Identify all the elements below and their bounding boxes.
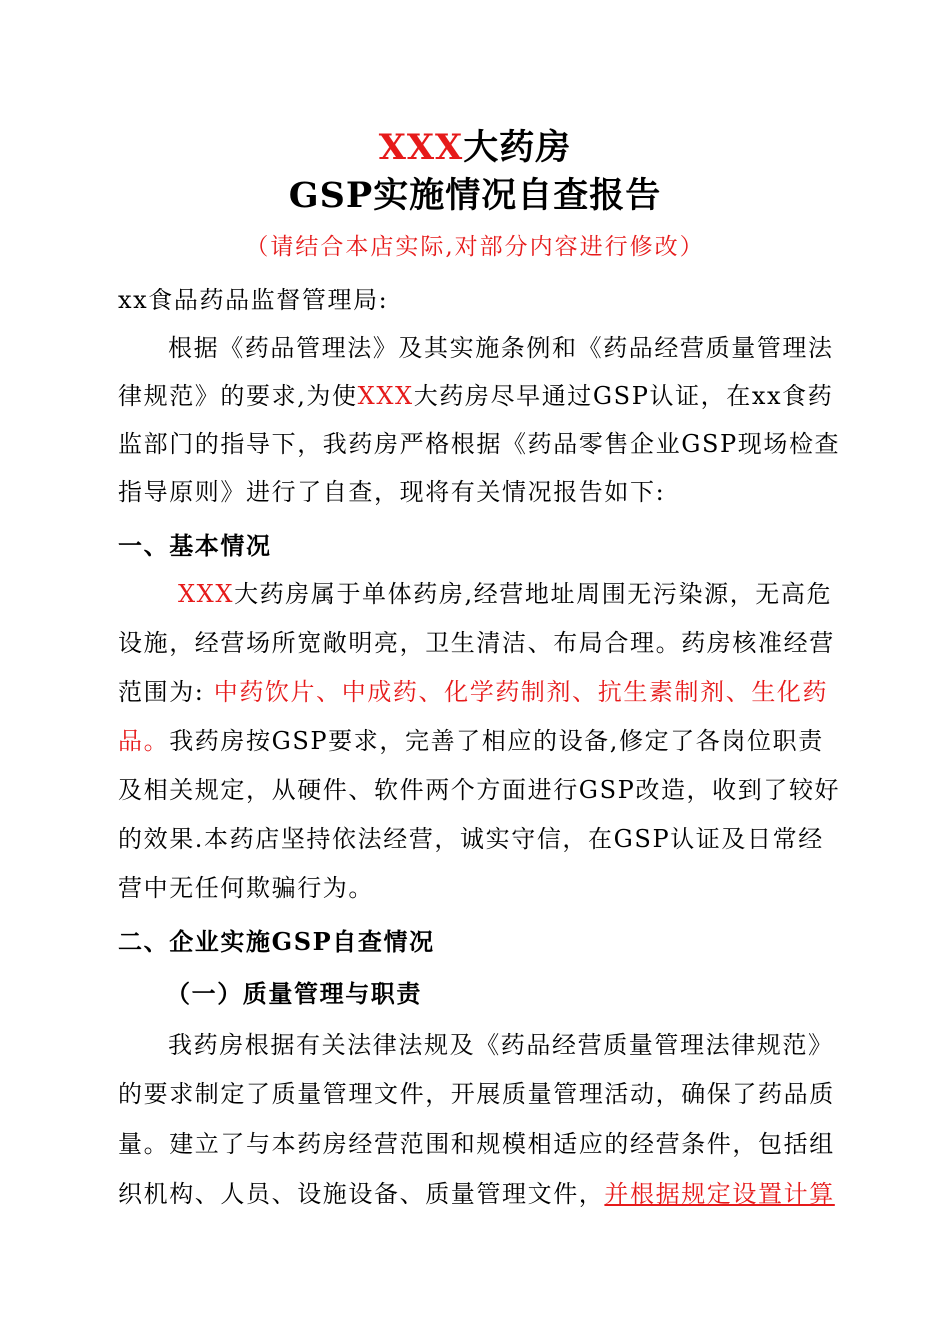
text-run: 大药房属于单体药房,经营地址周围无污染源，无高危 — [234, 580, 833, 608]
paragraph-line — [118, 717, 832, 765]
business-scope: 中药饮片、中成药、化学药制剂、抗生素制剂、生化药 — [213, 678, 829, 706]
paragraph-line: 量。建立了与本药房经营范围和规模相适应的经营条件，包括组 — [118, 1130, 835, 1158]
text-run: 范围为: — [118, 678, 205, 706]
addressee: xx食品药品监督管理局: — [118, 286, 389, 314]
paragraph-line: 的要求制定了质量管理文件，开展质量管理活动，确保了药品质 — [118, 1080, 835, 1108]
highlighted-text: 并根据规定设置计算 — [604, 1180, 835, 1208]
paragraph-line — [118, 372, 832, 420]
paragraph-line: 及相关规定，从硬件、软件两个方面进行GSP改造，收到了较好 — [118, 776, 841, 804]
paragraph-line: 的效果.本药店坚持依法经营，诚实守信，在GSP认证及日常经 — [118, 825, 824, 853]
text-run: 大药房尽早通过GSP认证，在xx食药 — [413, 382, 834, 410]
paragraph-line — [118, 668, 832, 716]
paragraph-line: 我药房根据有关法律法规及《药品经营质量管理法律规范》 — [168, 1031, 834, 1059]
paragraph-line: 指导原则》进行了自查，现将有关情况报告如下: — [118, 478, 666, 506]
title-main: 大药房 — [463, 127, 572, 168]
subsection-heading: （一）质量管理与职责 — [166, 979, 422, 1008]
edit-note: （请结合本店实际,对部分内容进行修改） — [245, 234, 705, 260]
placeholder-name: XXX — [357, 382, 414, 410]
title-placeholder-name: XXX — [378, 127, 464, 168]
business-scope-end: 品。 — [118, 727, 170, 755]
text-run: 我药房按GSP要求，完善了相应的设备,修定了各岗位职责 — [169, 727, 824, 755]
paragraph-line: 监部门的指导下，我药房严格根据《药品零售企业GSP现场检查 — [118, 430, 841, 458]
paragraph-line: 根据《药品管理法》及其实施条例和《药品经营质量管理法 — [168, 334, 834, 362]
placeholder-name: XXX — [178, 580, 235, 608]
paragraph-line — [118, 570, 832, 618]
paragraph-line — [118, 1170, 835, 1218]
section-heading-basic: 一、基本情况 — [118, 531, 272, 560]
document-subtitle: GSP实施情况自查报告 — [288, 175, 662, 216]
section-heading-gsp: 二、企业实施GSP自查情况 — [118, 927, 435, 956]
text-run: 织机构、人员、设施设备、质量管理文件， — [118, 1180, 605, 1208]
document-title — [0, 124, 950, 172]
text-run: 律规范》的要求,为使 — [118, 382, 358, 410]
paragraph-line: 设施，经营场所宽敞明亮，卫生清洁、布局合理。药房核准经营 — [118, 629, 835, 657]
paragraph-line: 营中无任何欺骗行为。 — [118, 874, 374, 902]
